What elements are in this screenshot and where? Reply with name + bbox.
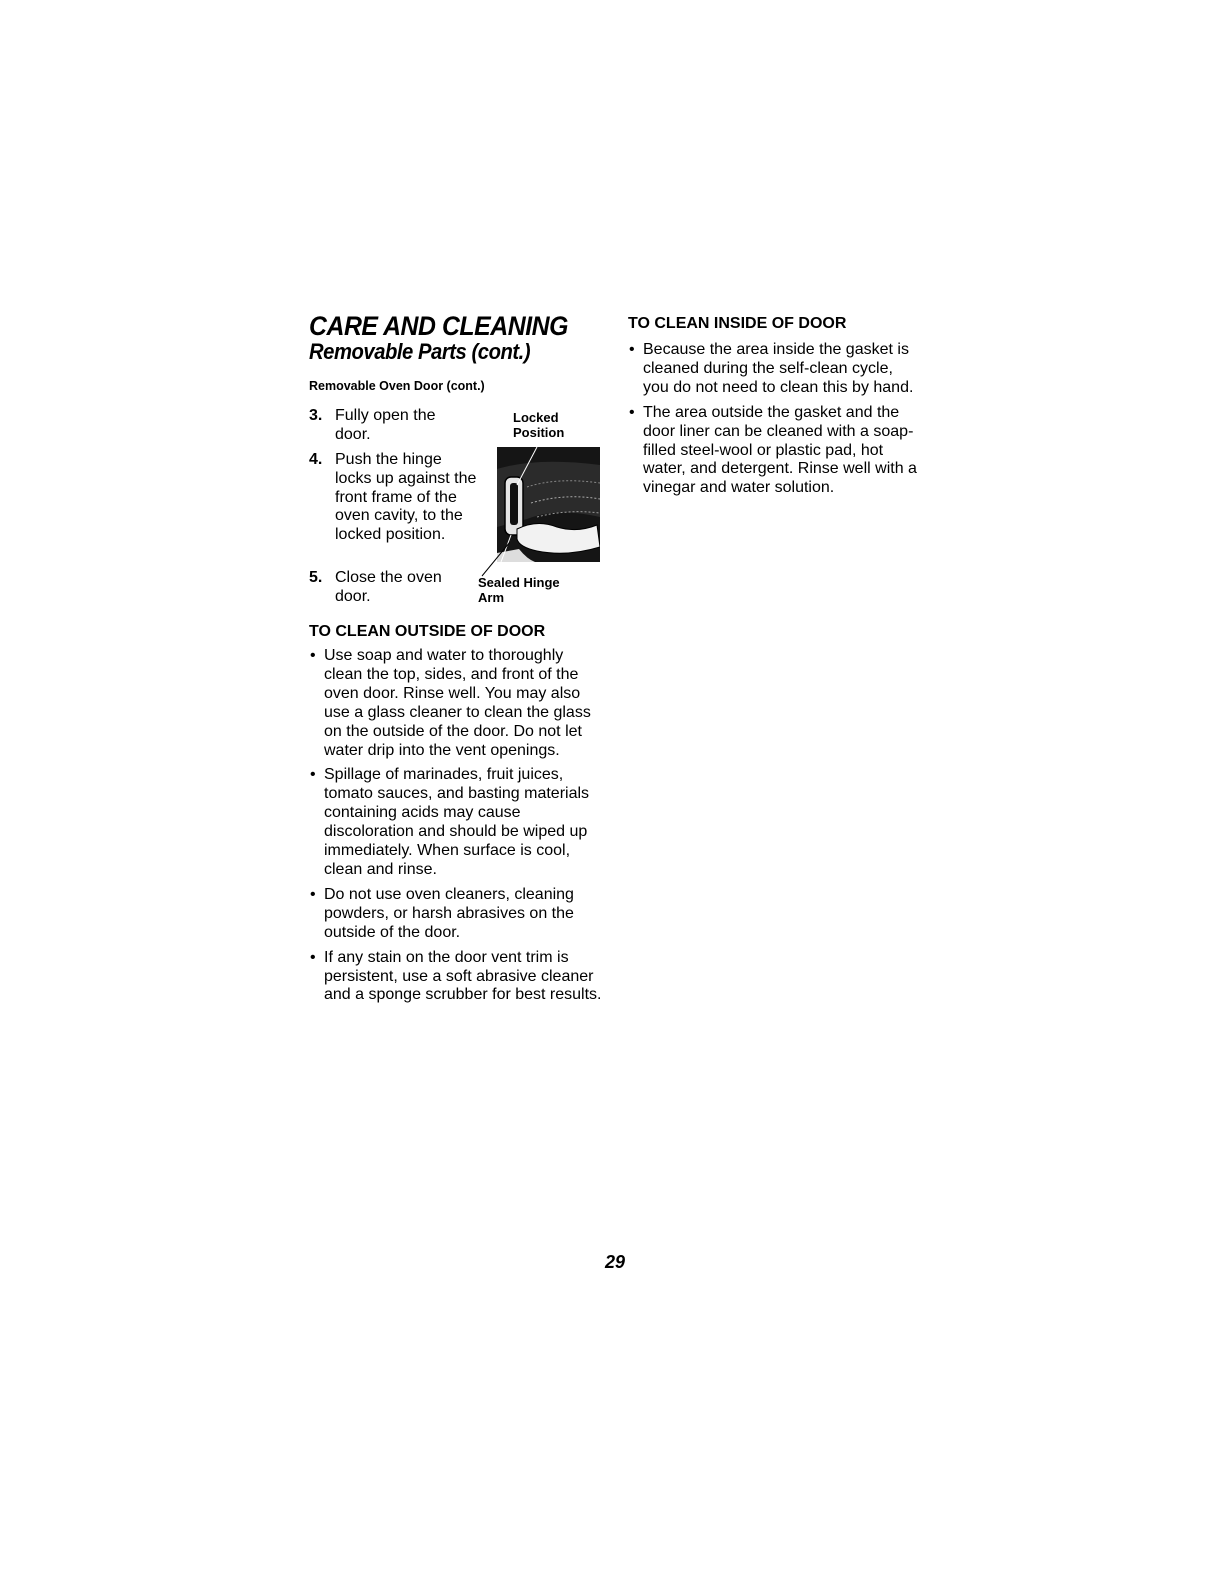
bullet-icon: • xyxy=(310,647,316,664)
list-item xyxy=(309,886,604,943)
bullet-icon: • xyxy=(310,948,316,966)
bullet-text: Because the area inside the gasket is cleaned during the self-clean cycle, you do not need to clean this by hand. xyxy=(643,341,914,396)
step-number: 3. xyxy=(309,407,323,424)
bullet-text: The area outside the gasket and the door liner can be cleaned with a soap-filled steel-wool or plastic pad, hot water, and detergent. Rinse well with a vinegar and water solution. xyxy=(643,403,917,497)
bullet-text: Do not use oven cleaners, cleaning powders, or harsh abrasives on the outside of the door. xyxy=(324,885,574,941)
bullet-text: Use soap and water to thoroughly clean the top, sides, and front of the oven door. Rinse well. You may also use a glass cleaner to clean the glass on the outside of the door. Do not let water drip into the vent openings. xyxy=(324,647,591,759)
list-item xyxy=(628,341,923,398)
page-subtitle: Removable Parts (cont.) xyxy=(309,339,531,364)
bullet-icon: • xyxy=(629,403,635,421)
figure-label-locked-position: Locked Position xyxy=(513,410,565,440)
outside-door-heading: TO CLEAN OUTSIDE OF DOOR xyxy=(309,623,546,640)
step-text: Close the oven door. xyxy=(335,569,442,605)
step-number: 4. xyxy=(309,451,323,468)
step-4 xyxy=(309,451,477,545)
inside-door-heading: TO CLEAN INSIDE OF DOOR xyxy=(628,315,847,332)
step-text: Push the hinge locks up against the front frame of the oven cavity, to the locked position. xyxy=(335,451,477,544)
page-number: 29 xyxy=(605,1252,626,1272)
bullet-icon: • xyxy=(629,341,635,358)
bullet-text: Spillage of marinades, fruit juices, tomato sauces, and basting materials containing acids may cause discoloration and should be wiped up immediately. When surface is cool, clean and rinse. xyxy=(324,766,590,878)
step-3 xyxy=(309,407,455,445)
hinge-lock-illustration xyxy=(497,447,600,562)
bullet-icon: • xyxy=(310,885,316,903)
section-label: Removable Oven Door (cont.) xyxy=(309,379,485,393)
step-5 xyxy=(309,569,460,607)
figure-leader-line xyxy=(470,540,510,580)
bullet-text: If any stain on the door vent trim is persistent, use a soft abrasive cleaner and a sponge scrubber for best results. xyxy=(324,948,602,1004)
outside-door-bullet-list xyxy=(309,647,604,1011)
inside-door-bullet-list xyxy=(628,341,923,504)
step-number: 5. xyxy=(309,569,323,586)
list-item xyxy=(309,949,604,1006)
step-text: Fully open the door. xyxy=(335,407,436,443)
figure-label-sealed-hinge-arm: Sealed Hinge Arm xyxy=(478,575,560,605)
bullet-icon: • xyxy=(310,766,316,784)
page-title: CARE AND CLEANING xyxy=(309,311,568,341)
list-item xyxy=(628,404,923,499)
list-item xyxy=(309,766,604,879)
list-item xyxy=(309,647,604,760)
